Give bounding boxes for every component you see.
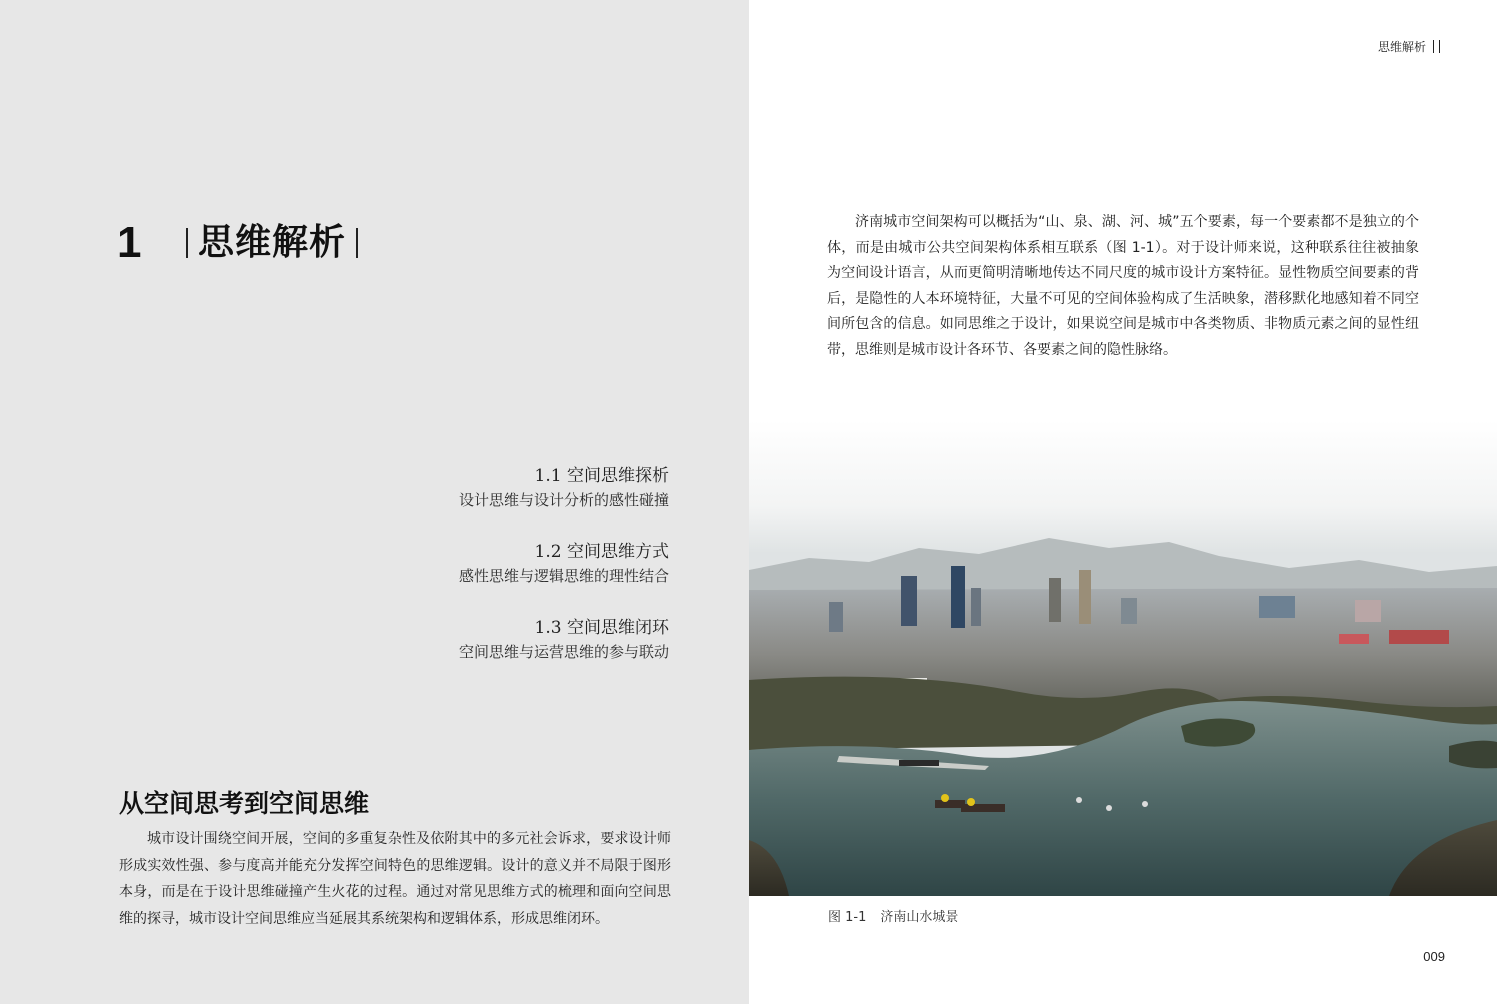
figure-caption-number: 图 1-1 [828, 910, 867, 925]
toc-item [309, 540, 669, 588]
right-page [749, 0, 1497, 1004]
intro-paragraph: 济南城市空间架构可以概括为“山、泉、湖、河、城”五个要素，每一个要素都不是独立的个体，而是由城市公共空间架构体系相互联系（图 1-1）。对于设计师来说，这种联系往往被抽象为空间设计语言，从而更简明清晰地传达不同尺度的城市设计方案特征。显性物质空间要素的背后，是隐性的人本环境特征，大量不可见的空间体验构成了生活映象，潜移默化地感知着不同空间所包含的信息。如同思维之于设计，如果说空间是城市中各类物质、非物质元素之间的显性纽带，思维则是城市设计各环节、各要素之间的隐性脉络。 [827, 214, 1419, 358]
section-body: 城市设计围绕空间开展，空间的多重复杂性及依附其中的多元社会诉求，要求设计师形成实效性强、参与度高并能充分发挥空间特色的思维逻辑。设计的意义并不局限于图形本身，而是在于设计思维碰撞产生火花的过程。通过对常见思维方式的梳理和面向空间思维的探寻，城市设计空间思维应当延展其系统架构和逻辑体系，形成思维闭环。 [119, 831, 671, 927]
running-head-text: 思维解析 [1377, 40, 1426, 54]
page-number: 009 [1423, 949, 1445, 964]
chapter-number: 1 [117, 218, 142, 267]
table-of-contents [309, 464, 669, 692]
cityscape-photo [749, 420, 1497, 896]
toc-heading: 1.3 空间思维闭环 [534, 618, 669, 638]
toc-heading: 1.1 空间思维探析 [534, 466, 669, 486]
toc-subtitle: 空间思维与运营思维的参与联动 [458, 643, 669, 661]
running-head [1378, 38, 1440, 55]
city-lake-image [749, 420, 1497, 896]
figure-caption [828, 906, 958, 925]
figure-caption-text: 济南山水城景 [880, 910, 959, 925]
toc-heading: 1.2 空间思维方式 [534, 542, 669, 562]
title-bar-right [356, 228, 358, 258]
section-title: 从空间思考到空间思维 [119, 789, 370, 818]
chapter-title-text: 思维解析 [198, 222, 347, 263]
running-head-bars [1433, 40, 1440, 53]
toc-subtitle: 设计思维与设计分析的感性碰撞 [458, 491, 669, 509]
toc-item [309, 464, 669, 512]
toc-item [309, 616, 669, 664]
chapter-title [186, 221, 358, 265]
title-bar-left [186, 228, 188, 258]
toc-subtitle: 感性思维与逻辑思维的理性结合 [458, 567, 669, 585]
